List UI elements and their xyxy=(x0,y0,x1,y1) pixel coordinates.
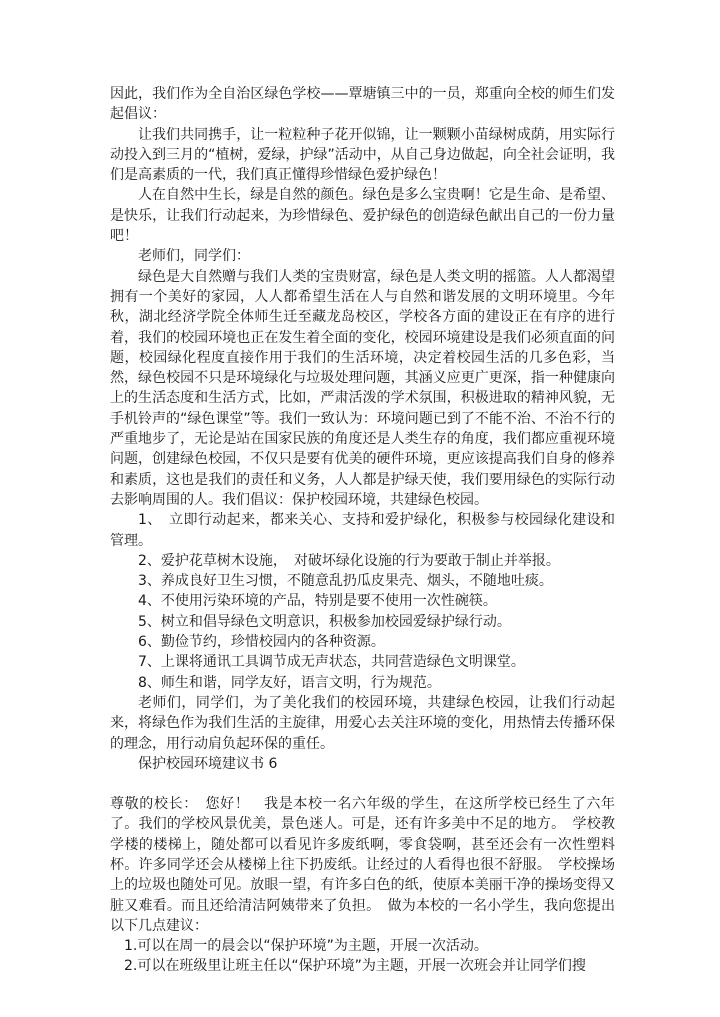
document-page xyxy=(110,84,615,977)
proposal-item-1: 1、 立即行动起来，都来关心、支持和爱护绿化，积极参与校园绿化建设和管理。 xyxy=(110,512,615,549)
suggestion-1: 1.可以在周一的晨会以“保护环境”为主题，开展一次活动。 xyxy=(124,938,488,955)
proposal-item-3: 3、养成良好卫生习惯，不随意乱扔瓜皮果壳、烟头，不随地吐痰。 xyxy=(138,573,553,590)
blank-line xyxy=(110,774,615,794)
intro-paragraph: 因此，我们作为全自治区绿色学校——覃塘镇三中的一员，郑重向全校的师生们发起倡议： xyxy=(110,86,615,123)
proposal-item-6: 6、勤俭节约，珍惜校园内的各种资源。 xyxy=(138,634,385,651)
proposal-item-8: 8、师生和谐，同学友好，语言文明，行为规范。 xyxy=(138,674,441,691)
body-paragraph: 绿色是大自然赠与我们人类的宝贵财富，绿色是人类文明的摇篮。人人都渴望拥有一个美好的家园，人人都希望生活在人与自然和谐发展的文明环境里。今年秋，湖北经济学院全体师生迁至藏龙岛校区，学校各方面的建设正在有序的进行着，我们的校园环境也正在发生着全面的变化，校园环境建设是我们必须直面的问题，校园绿化程度直接作用于我们的生活环境，决定着校园生活的几多色彩，当然，绿色校园不只是环境绿化与垃圾处理问题，其涵义应更广更深，指一种健康向上的生活态度和生活方式，比如，严肃活泼的学术氛围，积极进取的精神风貌，无手机铃声的“绿色课堂”等。我们一致认为：环境问题已到了不能不治、不治不行的严重地步了，无论是站在国家民族的角度还是人类生存的角度，我们都应重视环境问题，创建绿色校园，不仅只是要有优美的硬件环境，更应该提高我们自身的修养和素质，这也是我们的责任和义务，人人都是护绿天使，我们要用绿色的实际行动去影响周围的人。我们倡议：保护校园环境，共建绿色校园。 xyxy=(110,268,615,508)
letter-paragraph: 尊敬的校长： 您好！ 我是本校一名六年级的学生，在这所学校已经生了六年了。我们的学校风景优美，景色迷人。可是，还有许多美中不足的地方。 学校教学楼的楼梯上，随处都可以看见许多废纸啊，零食袋啊，甚至还会有一次性塑料杯。许多同学还会从楼梯上往下扔废纸。让经过的人看得也很不舒服。 学校操场上的垃圾也随处可见。放眼一望，有许多白色的纸，使原本美丽干净的操场变得又脏又难看。而且还给清洁阿姨带来了负担。 做为本校的一名小学生，我向您提出以下几点建议： xyxy=(110,796,615,934)
proposal-item-4: 4、不使用污染环境的产品，特别是要不使用一次性碗筷。 xyxy=(138,593,497,610)
suggestion-2: 2.可以在班级里让班主任以“保护环境”为主题，开展一次班会并让同学们搜 xyxy=(124,958,586,975)
section-heading: 保护校园环境建议书 6 xyxy=(138,755,278,772)
closing-paragraph: 老师们，同学们，为了美化我们的校园环境，共建绿色校园，让我们行动起来，将绿色作为我们生活的主旋律，用爱心去关注环境的变化，用热情去传播环保的理念，用行动肩负起环保的重任。 xyxy=(110,694,615,752)
salutation: 老师们，同学们： xyxy=(138,248,250,265)
nature-paragraph: 人在自然中生长，绿是自然的颜色。绿色是多么宝贵啊！它是生命、是希望、是快乐，让我们行动起来，为珍惜绿色、爱护绿色的创造绿色献出自己的一份力量吧！ xyxy=(110,187,615,245)
proposal-item-5: 5、树立和倡导绿色文明意识，积极参加校园爱绿护绿行动。 xyxy=(138,613,511,630)
proposal-item-2: 2、爱护花草树木设施， 对破坏绿化设施的行为要敢于制止并举报。 xyxy=(138,552,560,569)
call-paragraph: 让我们共同携手，让一粒粒种子花开似锦，让一颗颗小苗绿树成荫，用实际行动投入到三月的“植树，爱绿，护绿”活动中，从自己身边做起，向全社会证明，我们是高素质的一代，我们真正懂得珍惜绿色爱护绿色！ xyxy=(110,126,615,184)
proposal-item-7: 7、上课将通讯工具调节成无声状态，共同营造绿色文明课堂。 xyxy=(138,654,525,671)
